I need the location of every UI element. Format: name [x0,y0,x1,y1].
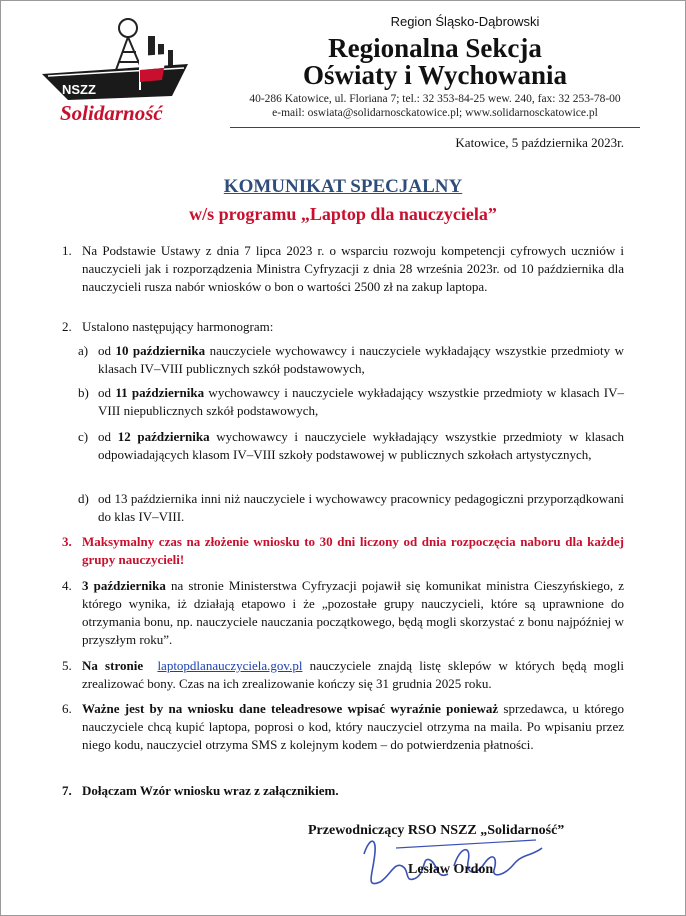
handwritten-signature [356,826,556,896]
region-name: Region Śląsko-Dąbrowski [390,14,540,29]
list-item-5 [62,657,625,693]
item-text: na stronie Ministerstwa Cyfryzacji pojawił się komunikat ministra Cieszyńskiego, z którego wynika, iż działają etapowo i że „pozostałe grupy nauczycieli, które są uprawnione do otrzymania bonu, np. nauczyciele nauczania początkowego, będą mogli skorzystać z bonu najpóźniej w przyszłym roku”. [82,578,624,647]
document-date: Katowice, 5 października 2023r. [455,135,624,150]
schedule-letter: c) [78,429,89,444]
item-number: 5. [62,658,72,673]
schedule-letter: d) [78,491,89,506]
signatory-title: Przewodniczący RSO NSZZ „Solidarność” [308,823,565,838]
list-item-2 [62,318,624,336]
list-item-3 [62,533,624,569]
svg-text:NSZZ: NSZZ [62,82,96,97]
item-bold: Na stronie [82,658,144,673]
schedule-prefix: od [98,429,118,444]
item-text: Dołączam Wzór wniosku wraz z załącznikiem. [82,783,339,798]
svg-text:Solidarność: Solidarność [60,101,163,125]
section-name-line1: Regionalna Sekcja [328,33,542,63]
list-item-1 [62,242,624,296]
item-text: Ustalono następujący harmonogram: [82,319,274,334]
schedule-letter: b) [78,385,89,400]
item-text: Maksymalny czas na złożenie wniosku to 30 dni liczony od dnia rozpoczęcia naboru dla każdej grupy nauczycieli! [82,534,624,567]
item-number: 6. [62,701,72,716]
schedule-item-c [78,428,624,464]
item-number: 2. [62,319,72,334]
schedule-date: 12 października [117,429,210,444]
schedule-text: nauczyciele wychowawcy i nauczyciele wykładający wszystkie przedmioty w klasach IV–VIII publicznych szkół podstawowych, [98,343,624,376]
solidarnosc-logo [38,14,208,126]
header-divider [230,127,640,128]
schedule-date: 11 października [115,385,205,400]
schedule-letter: a) [78,343,89,358]
item-number: 4. [62,578,72,593]
item-bold: Ważne jest by na wniosku dane teleadresowe wpisać wyraźnie ponieważ [82,701,499,716]
list-item-7 [62,782,624,800]
schedule-item-d [78,490,624,526]
list-item-4 [62,577,624,649]
contact-line: e-mail: oswiata@solidarnosckatowice.pl; www.solidarnosckatowice.pl [272,107,598,119]
schedule-prefix: od [98,385,116,400]
schedule-item-b [78,384,625,420]
signatory-name: Lesław Ordon [408,862,494,877]
document-title: KOMUNIKAT SPECJALNY [223,176,463,197]
item-number: 3. [62,534,72,549]
website-link[interactable]: laptopdlanauczyciela.gov.pl [157,658,303,673]
schedule-text: od 13 października inni niż nauczyciele i wychowawcy pracownicy pedagogiczni przyporządkowani do klas IV–VIII. [98,491,624,524]
schedule-text: wychowawcy i nauczyciele wykładający wszystkie przedmioty w klasach odpowiadających klasom IV–VIII szkoły podstawowej w publicznych szkołach artystycznych, [98,429,624,462]
item-number: 1. [62,243,72,258]
list-item-6 [62,700,625,754]
item-text: Na Podstawie Ustawy z dnia 7 lipca 2023 r. o wsparciu rozwoju kompetencji cyfrowych uczniów i nauczycieli jak i rozporządzenia Ministra Cyfryzacji z dnia 28 września 2023r. od 10 października dla nauczycieli rusza nabór wniosków o bon o wartości 2500 zł na zakup laptopa. [82,243,624,294]
schedule-text: wychowawcy i nauczyciele wykładający wszystkie przedmioty w klasach IV–VIII niepublicznych szkół podstawowych, [98,385,625,418]
item-text: nauczyciele znajdą listę sklepów w których będą mogli zrealizować bony. Czas na ich zrealizowanie kończy się 31 grudnia 2025 roku. [82,658,625,691]
schedule-item-a [78,342,624,378]
address-line: 40-286 Katowice, ul. Floriana 7; tel.: 32 353-84-25 wew. 240, fax: 32 253-78-00 [249,93,621,105]
schedule-prefix: od [98,343,116,358]
section-name-line2: Oświaty i Wychowania [302,60,568,90]
schedule-date: 10 października [115,343,206,358]
item-bold: 3 października [82,578,166,593]
item-text: sprzedawca, u którego nauczyciele chcą kupić laptopa, poprosi o kod, który nauczyciel otrzyma na maila. Po wpisaniu przez niego kodu, nauczyciel otrzyma SMS z kolejnym kodem – do potwierdzenia płatności. [82,701,625,752]
document-subtitle: w/s programu „Laptop dla nauczyciela” [189,204,497,224]
item-number: 7. [62,783,72,798]
